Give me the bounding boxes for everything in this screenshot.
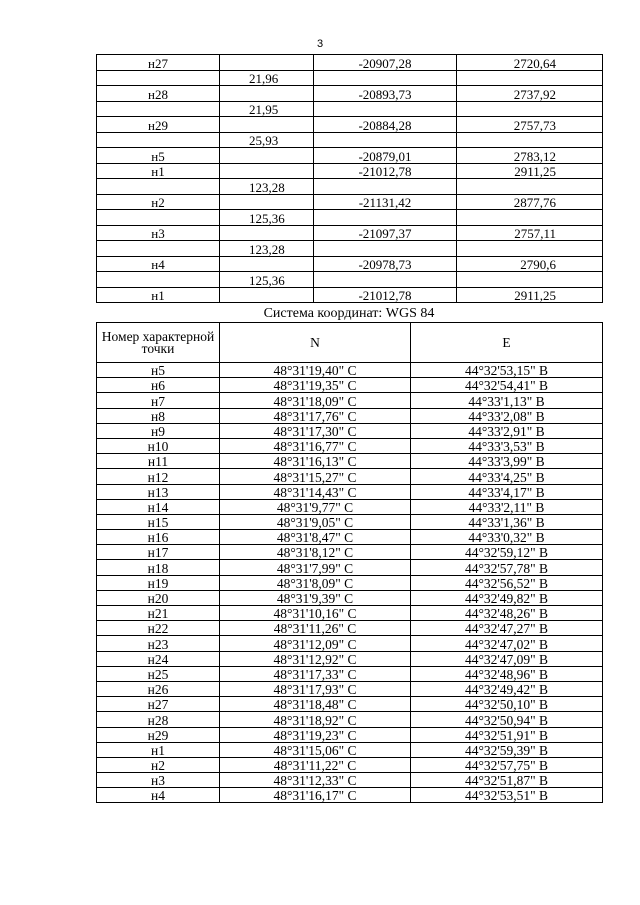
table-row [97,742,603,757]
point-cell: н5 [97,148,220,164]
longitude-cell: 44°32'54,41" В [411,378,603,393]
y-cell: 2757,73 [457,117,603,133]
x-cell: -21131,42 [314,194,457,210]
y-cell [457,241,603,257]
latitude-cell: 48°31'16,13" С [220,454,411,469]
point-cell: н3 [97,773,220,788]
table-row [97,727,603,742]
longitude-cell: 44°32'49,42" В [411,681,603,696]
longitude-cell: 44°33'3,99" В [411,454,603,469]
distance-cell: 21,95 [220,101,314,117]
point-cell: н16 [97,530,220,545]
distance-cell: 125,36 [220,272,314,288]
table-row [97,530,603,545]
distance-cell [220,117,314,133]
distance-cell: 21,96 [220,70,314,86]
distance-cell [220,256,314,272]
y-cell: 2757,11 [457,225,603,241]
latitude-cell: 48°31'8,09" С [220,575,411,590]
longitude-cell: 44°32'48,96" В [411,666,603,681]
point-cell: н2 [97,194,220,210]
table-row [97,621,603,636]
table-row [97,117,603,133]
table-row [97,272,603,288]
longitude-cell: 44°32'47,27" В [411,621,603,636]
point-cell: н11 [97,454,220,469]
longitude-cell: 44°32'51,91" В [411,727,603,742]
x-cell [314,210,457,226]
x-cell: -20879,01 [314,148,457,164]
table-row [97,560,603,575]
distance-cell [220,287,314,303]
point-cell: н28 [97,712,220,727]
table-row [97,287,603,303]
latitude-cell: 48°31'17,93" С [220,681,411,696]
longitude-cell: 44°33'4,25" В [411,469,603,484]
y-cell: 2911,25 [457,287,603,303]
point-cell [97,101,220,117]
latitude-cell: 48°31'8,47" С [220,530,411,545]
table-row [97,378,603,393]
table-row [97,210,603,226]
distance-cell: 25,93 [220,132,314,148]
point-cell: н27 [97,55,220,71]
table-row [97,469,603,484]
point-cell: н24 [97,651,220,666]
latitude-cell: 48°31'17,33" С [220,666,411,681]
point-cell: н18 [97,560,220,575]
latitude-cell: 48°31'11,26" С [220,621,411,636]
table-row [97,590,603,605]
point-cell [97,132,220,148]
distance-cell [220,148,314,164]
latitude-cell: 48°31'19,23" С [220,727,411,742]
longitude-cell: 44°33'4,17" В [411,484,603,499]
longitude-cell: 44°33'2,91" В [411,423,603,438]
point-cell [97,179,220,195]
point-cell: н6 [97,378,220,393]
x-cell [314,70,457,86]
longitude-cell: 44°32'56,52" В [411,575,603,590]
latitude-cell: 48°31'17,30" С [220,423,411,438]
latitude-cell: 48°31'18,48" С [220,697,411,712]
latitude-cell: 48°31'9,39" С [220,590,411,605]
x-cell [314,179,457,195]
table-row [97,606,603,621]
point-cell: н21 [97,606,220,621]
point-cell: н8 [97,408,220,423]
y-cell [457,70,603,86]
y-cell: 2911,25 [457,163,603,179]
point-cell: н5 [97,363,220,378]
table-row [97,575,603,590]
table-row [97,712,603,727]
y-cell: 2783,12 [457,148,603,164]
table-row [97,363,603,378]
point-cell: н3 [97,225,220,241]
x-cell: -21012,78 [314,163,457,179]
table-row [97,393,603,408]
section-title: Система координат: WGS 84 [263,306,435,321]
distance-cell [220,225,314,241]
latitude-cell: 48°31'19,40" С [220,363,411,378]
longitude-cell: 44°32'51,87" В [411,773,603,788]
distance-cell [220,194,314,210]
latitude-cell: 48°31'8,12" С [220,545,411,560]
y-cell: 2790,6 [457,256,603,272]
longitude-cell: 44°32'59,39" В [411,742,603,757]
x-cell [314,101,457,117]
longitude-cell: 44°32'49,82" В [411,590,603,605]
point-cell: н17 [97,545,220,560]
latitude-cell: 48°31'19,35" С [220,378,411,393]
table-row [97,194,603,210]
coordinates-table-wgs84 [96,322,603,803]
point-cell: н1 [97,742,220,757]
point-cell: н29 [97,727,220,742]
x-cell: -20893,73 [314,86,457,102]
point-cell: н12 [97,469,220,484]
point-cell: н2 [97,757,220,772]
header-n: N [220,323,411,363]
y-cell [457,272,603,288]
y-cell: 2720,64 [457,55,603,71]
longitude-cell: 44°33'2,08" В [411,408,603,423]
latitude-cell: 48°31'9,77" С [220,499,411,514]
table-row [97,423,603,438]
coordinates-table-local-body [97,55,603,303]
coordinates-table-local [96,54,603,303]
y-cell: 2877,76 [457,194,603,210]
latitude-cell: 48°31'17,76" С [220,408,411,423]
point-cell: н28 [97,86,220,102]
longitude-cell: 44°32'59,12" В [411,545,603,560]
point-cell: н4 [97,788,220,803]
latitude-cell: 48°31'11,22" С [220,757,411,772]
x-cell: -21012,78 [314,287,457,303]
latitude-cell: 48°31'15,27" С [220,469,411,484]
point-cell: н4 [97,256,220,272]
longitude-cell: 44°33'0,32" В [411,530,603,545]
distance-cell: 123,28 [220,241,314,257]
longitude-cell: 44°32'50,94" В [411,712,603,727]
table-header-row [97,323,603,363]
header-e: E [411,323,603,363]
table-row [97,179,603,195]
x-cell [314,241,457,257]
longitude-cell: 44°33'1,36" В [411,514,603,529]
latitude-cell: 48°31'12,92" С [220,651,411,666]
y-cell: 2737,92 [457,86,603,102]
latitude-cell: 48°31'15,06" С [220,742,411,757]
x-cell: -20978,73 [314,256,457,272]
latitude-cell: 48°31'9,05" С [220,514,411,529]
distance-cell: 125,36 [220,210,314,226]
x-cell: -20907,28 [314,55,457,71]
longitude-cell: 44°32'57,75" В [411,757,603,772]
point-cell: н23 [97,636,220,651]
latitude-cell: 48°31'12,09" С [220,636,411,651]
point-cell: н7 [97,393,220,408]
table-row [97,697,603,712]
latitude-cell: 48°31'10,16" С [220,606,411,621]
longitude-cell: 44°33'3,53" В [411,438,603,453]
table-row [97,408,603,423]
point-cell: н13 [97,484,220,499]
longitude-cell: 44°32'47,02" В [411,636,603,651]
table-row [97,454,603,469]
x-cell [314,132,457,148]
y-cell [457,132,603,148]
table-row [97,514,603,529]
longitude-cell: 44°32'57,78" В [411,560,603,575]
y-cell [457,179,603,195]
distance-cell [220,86,314,102]
longitude-cell: 44°33'2,11" В [411,499,603,514]
table-row [97,651,603,666]
table-row [97,70,603,86]
point-cell: н1 [97,287,220,303]
distance-cell [220,55,314,71]
header-point-number: Номер характерной точки [97,323,220,363]
point-cell [97,241,220,257]
table-row [97,148,603,164]
point-cell: н9 [97,423,220,438]
page-number: 3 [316,38,324,50]
table-row [97,757,603,772]
point-cell: н14 [97,499,220,514]
latitude-cell: 48°31'7,99" С [220,560,411,575]
longitude-cell: 44°32'47,09" В [411,651,603,666]
table-row [97,773,603,788]
latitude-cell: 48°31'18,09" С [220,393,411,408]
table-row [97,666,603,681]
latitude-cell: 48°31'16,17" С [220,788,411,803]
table-row [97,545,603,560]
point-cell: н29 [97,117,220,133]
longitude-cell: 44°32'53,15" В [411,363,603,378]
latitude-cell: 48°31'16,77" С [220,438,411,453]
table-row [97,55,603,71]
point-cell: н27 [97,697,220,712]
latitude-cell: 48°31'14,43" С [220,484,411,499]
longitude-cell: 44°32'48,26" В [411,606,603,621]
table-row [97,225,603,241]
distance-cell: 123,28 [220,179,314,195]
point-cell [97,272,220,288]
y-cell [457,101,603,117]
point-cell: н26 [97,681,220,696]
point-cell: н22 [97,621,220,636]
table-row [97,484,603,499]
table-row [97,163,603,179]
point-cell [97,210,220,226]
table-row [97,788,603,803]
longitude-cell: 44°33'1,13" В [411,393,603,408]
point-cell: н20 [97,590,220,605]
latitude-cell: 48°31'18,92" С [220,712,411,727]
point-cell: н15 [97,514,220,529]
table-row [97,101,603,117]
latitude-cell: 48°31'12,33" С [220,773,411,788]
x-cell [314,272,457,288]
distance-cell [220,163,314,179]
table-row [97,438,603,453]
table-row [97,499,603,514]
longitude-cell: 44°32'50,10" В [411,697,603,712]
point-cell: н25 [97,666,220,681]
point-cell: н19 [97,575,220,590]
point-cell: н10 [97,438,220,453]
point-cell [97,70,220,86]
table-row [97,256,603,272]
y-cell [457,210,603,226]
x-cell: -21097,37 [314,225,457,241]
coordinates-table-wgs84-body [97,363,603,803]
table-row [97,636,603,651]
x-cell: -20884,28 [314,117,457,133]
table-row [97,681,603,696]
longitude-cell: 44°32'53,51" В [411,788,603,803]
table-row [97,241,603,257]
table-row [97,132,603,148]
point-cell: н1 [97,163,220,179]
table-row [97,86,603,102]
